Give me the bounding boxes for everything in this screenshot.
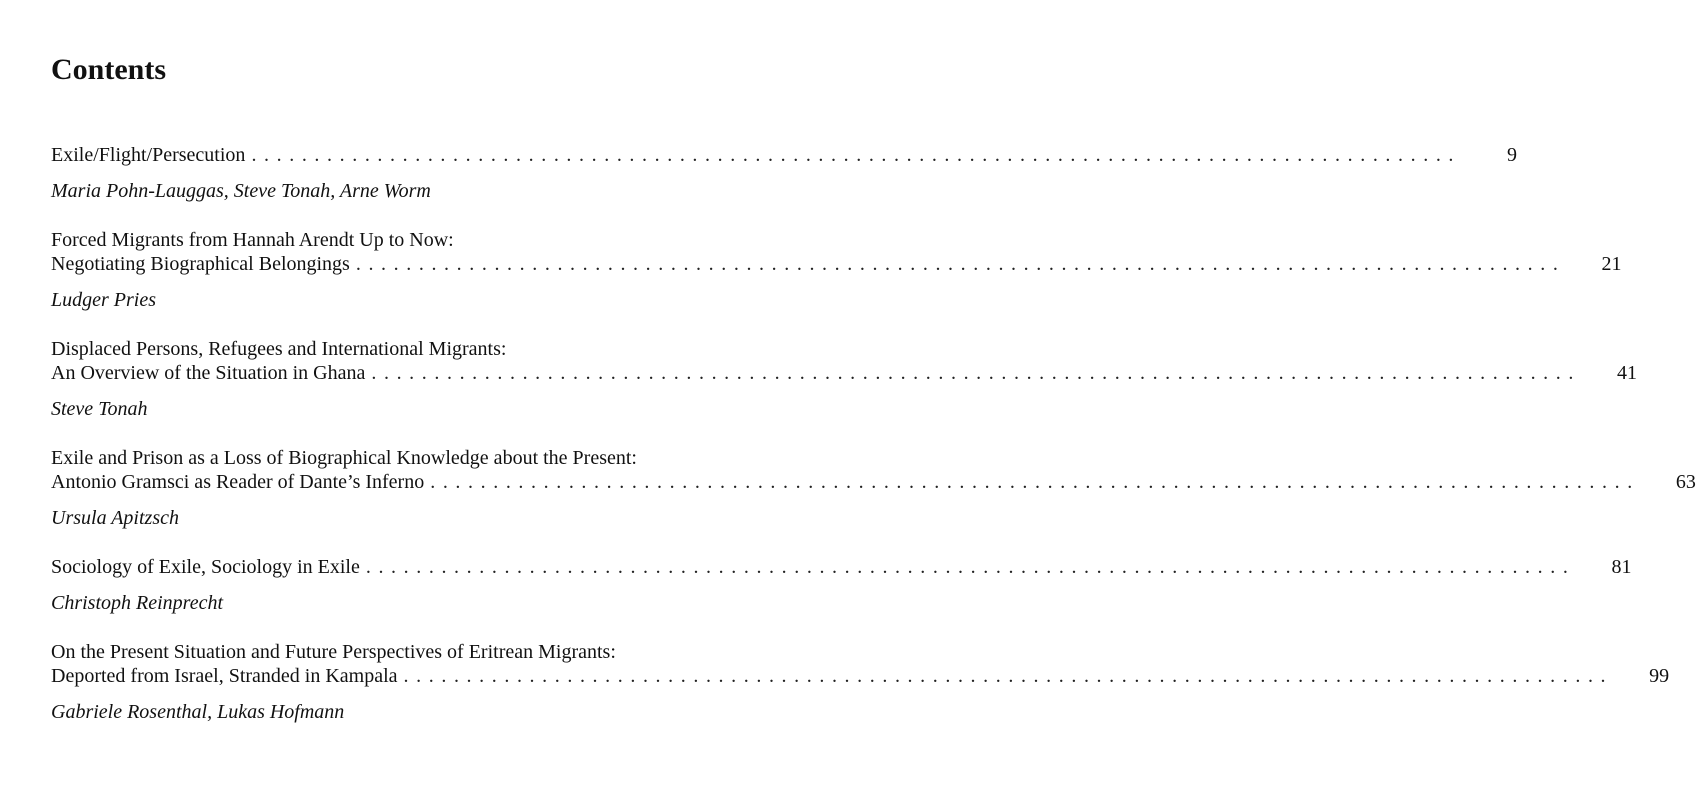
toc-title: Antonio Gramsci as Reader of Dante’s Inferno bbox=[51, 471, 425, 493]
toc-title-line bbox=[51, 361, 1637, 385]
page-number: 21 bbox=[1601, 253, 1622, 275]
page-number: 99 bbox=[1649, 665, 1670, 687]
dot-leader: ................................................................................................ bbox=[365, 556, 1576, 578]
toc-authors: Christoph Reinprecht bbox=[51, 592, 224, 614]
toc-title: An Overview of the Situation in Ghana bbox=[51, 362, 366, 384]
toc-title-line bbox=[51, 337, 744, 361]
toc-title-line bbox=[51, 228, 744, 252]
toc-title: Negotiating Biographical Belongings bbox=[51, 253, 350, 275]
page-number: 41 bbox=[1616, 362, 1637, 384]
toc-title: Sociology of Exile, Sociology in Exile bbox=[51, 556, 360, 578]
toc-entry bbox=[51, 228, 1622, 312]
toc-title: Exile/Flight/Persecution bbox=[51, 144, 246, 166]
toc-title: Displaced Persons, Refugees and International Migrants: bbox=[51, 338, 507, 360]
dot-leader: ................................................................................................ bbox=[355, 253, 1566, 275]
toc-title: On the Present Situation and Future Perspectives of Eritrean Migrants: bbox=[51, 641, 616, 663]
toc-entry bbox=[51, 446, 1696, 530]
dot-leader: ................................................................................................ bbox=[251, 144, 1462, 166]
toc-title-line bbox=[51, 446, 744, 470]
toc-authors: Gabriele Rosenthal, Lukas Hofmann bbox=[51, 701, 345, 723]
dot-leader: ................................................................................................ bbox=[371, 362, 1581, 384]
toc-authors: Steve Tonah bbox=[51, 398, 148, 420]
toc-title: Forced Migrants from Hannah Arendt Up to Now: bbox=[51, 229, 454, 251]
toc-title-line bbox=[51, 640, 744, 664]
toc-title-line bbox=[51, 555, 1632, 579]
toc-entry bbox=[51, 555, 1632, 615]
page-number: 81 bbox=[1611, 556, 1632, 578]
toc-title: Exile and Prison as a Loss of Biographical Knowledge about the Present: bbox=[51, 447, 637, 469]
toc-title: Deported from Israel, Stranded in Kampala bbox=[51, 665, 398, 687]
toc-entry bbox=[51, 640, 1670, 724]
toc-title-line bbox=[51, 664, 1670, 688]
toc-title-line bbox=[51, 252, 1622, 276]
toc-entry bbox=[51, 143, 1518, 203]
page-number: 63 bbox=[1675, 471, 1696, 493]
page-title: Contents bbox=[51, 53, 167, 86]
dot-leader: ................................................................................................ bbox=[403, 665, 1614, 687]
toc-authors: Ludger Pries bbox=[51, 289, 156, 311]
page-number: 9 bbox=[1507, 144, 1518, 166]
toc-title-line bbox=[51, 143, 1518, 167]
toc-entry bbox=[51, 337, 1637, 421]
dot-leader: ................................................................................................ bbox=[430, 471, 1640, 493]
toc-title-line bbox=[51, 470, 1696, 494]
toc-authors: Ursula Apitzsch bbox=[51, 507, 179, 529]
toc-authors: Maria Pohn-Lauggas, Steve Tonah, Arne Worm bbox=[51, 180, 431, 202]
